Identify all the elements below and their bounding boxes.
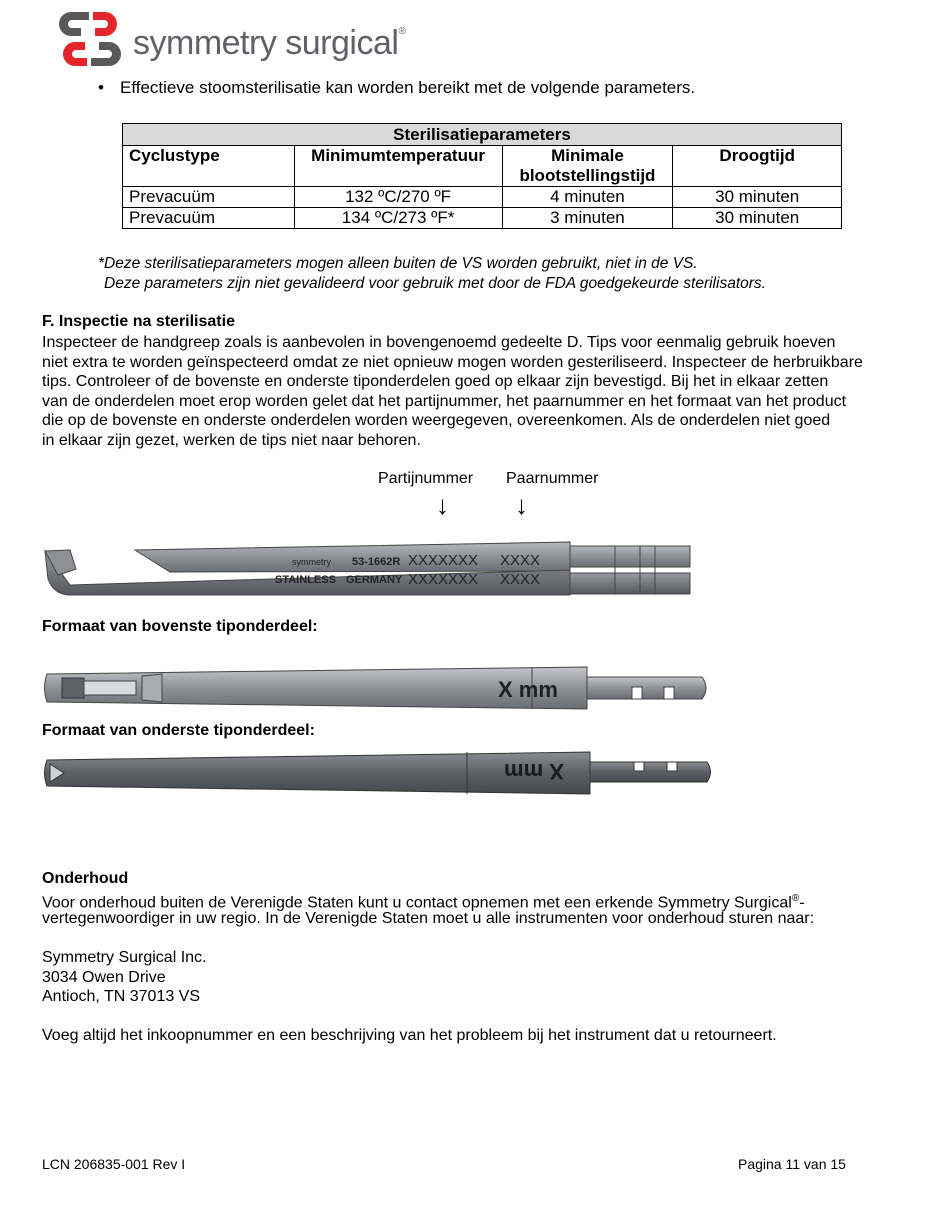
tip-stainless-mark: STAINLESS <box>275 574 336 586</box>
pair-number-label: Paarnummer <box>506 470 599 487</box>
intro-bullet <box>98 78 695 98</box>
cell-dry: 30 minuten <box>673 208 842 229</box>
paragraph-line: tips. Controleer of de bovenste en onderste tiponderdelen goed op elkaar zijn bevestigd. Bij het in elkaar zetten <box>42 373 829 391</box>
address-line: Symmetry Surgical Inc. <box>42 949 207 966</box>
maintenance-line-1: Voor onderhoud buiten de Verenigde Staten kunt u contact opnemen met een erkende Symmetry Surgical®- <box>42 893 805 912</box>
note-line-1: *Deze sterilisatieparameters mogen alleen buiten de VS worden gebruikt, niet in de VS. <box>98 255 698 272</box>
tip-model-mark: 53-1662R <box>352 556 401 568</box>
upper-tip-illustration <box>42 664 712 712</box>
cell-temp: 132 ºC/270 ºF <box>294 187 502 208</box>
page-number: Pagina 11 van 15 <box>738 1156 846 1172</box>
header-cycle: Cyclustype <box>123 146 295 187</box>
cell-dry: 30 minuten <box>673 187 842 208</box>
cell-cycle: Prevacuüm <box>123 208 295 229</box>
inspection-paragraph <box>42 333 863 451</box>
bullet-icon: • <box>98 78 104 97</box>
cell-cycle: Prevacuüm <box>123 187 295 208</box>
cell-exposure: 3 minuten <box>502 208 673 229</box>
tip-pair-mark: XXXX <box>500 552 541 569</box>
tip-brand-mark: symmetry <box>292 557 331 567</box>
intro-text: Effectieve stoomsterilisatie kan worden bereikt met de volgende parameters. <box>120 78 696 97</box>
maintenance-line-2: vertegenwoordiger in uw regio. In de Verenigde Staten moet u alle instrumenten voor onderhoud sturen naar: <box>42 910 815 927</box>
tip-lot-mark: XXXXXXX <box>408 552 479 569</box>
company-logo <box>55 8 425 70</box>
address-block <box>42 948 206 1007</box>
upper-tip-label: Formaat van bovenste tiponderdeel: <box>42 618 318 635</box>
logo-wordmark: symmetry surgical® <box>133 24 406 62</box>
note-line-2: Deze parameters zijn niet gevalideerd voor gebruik met door de FDA goedgekeurde sterilisators. <box>104 275 766 292</box>
tip-germany-mark: GERMANY <box>346 574 403 586</box>
paragraph-line: Inspecteer de handgreep zoals is aanbevolen in bovengenoemd gedeelte D. Tips voor eenmalig gebruik hoeven <box>42 334 836 351</box>
symmetry-logo-icon <box>55 8 125 70</box>
cell-temp: 134 ºC/273 ºF* <box>294 208 502 229</box>
document-id: LCN 206835-001 Rev I <box>42 1156 186 1172</box>
tip-lot-mark-lower: XXXXXXX <box>408 571 479 588</box>
arrow-down-icon: ↓ <box>436 490 449 520</box>
upper-size-mark: X mm <box>498 677 558 702</box>
header-exposure: Minimale blootstellingstijd <box>502 146 673 187</box>
lot-number-label: Partijnummer <box>378 470 474 487</box>
paragraph-line: in elkaar zijn gezet, werken de tips niet naar behoren. <box>42 431 421 449</box>
lower-size-mark: X mm <box>504 759 564 784</box>
tip-pair-mark-lower: XXXX <box>500 571 541 588</box>
header-temp: Minimumtemperatuur <box>294 146 502 187</box>
address-line: 3034 Owen Drive <box>42 968 166 986</box>
closing-line: Voeg altijd het inkoopnummer en een beschrijving van het probleem bij het instrument dat u retourneert. <box>42 1027 777 1044</box>
lower-tip-label: Formaat van onderste tiponderdeel: <box>42 722 315 739</box>
header-dry: Droogtijd <box>673 146 842 187</box>
lower-tip-illustration <box>42 750 717 796</box>
address-line: Antioch, TN 37013 VS <box>42 988 201 1006</box>
paragraph-line: die op de bovenste en onderste onderdelen worden weergegeven, overeenkomen. Als de onderdelen niet goed <box>42 412 831 430</box>
table-row <box>123 208 842 229</box>
sterilization-table <box>122 123 842 229</box>
paragraph-line: niet extra te worden geïnspecteerd omdat ze niet opnieuw mogen worden gesteriliseerd. Inspecteer de herbruikbare <box>42 353 863 371</box>
table-row <box>123 187 842 208</box>
paragraph-line: van de onderdelen moet erop worden gelet dat het partijnummer, het paarnummer en het formaat van het product <box>42 392 847 410</box>
arrow-down-icon: ↓ <box>515 490 528 520</box>
table-caption: Sterilisatieparameters <box>123 124 842 146</box>
maintenance-heading: Onderhoud <box>42 870 129 887</box>
assembled-tip-illustration <box>40 535 700 605</box>
inspection-heading: F. Inspectie na sterilisatie <box>42 313 235 330</box>
cell-exposure: 4 minuten <box>502 187 673 208</box>
